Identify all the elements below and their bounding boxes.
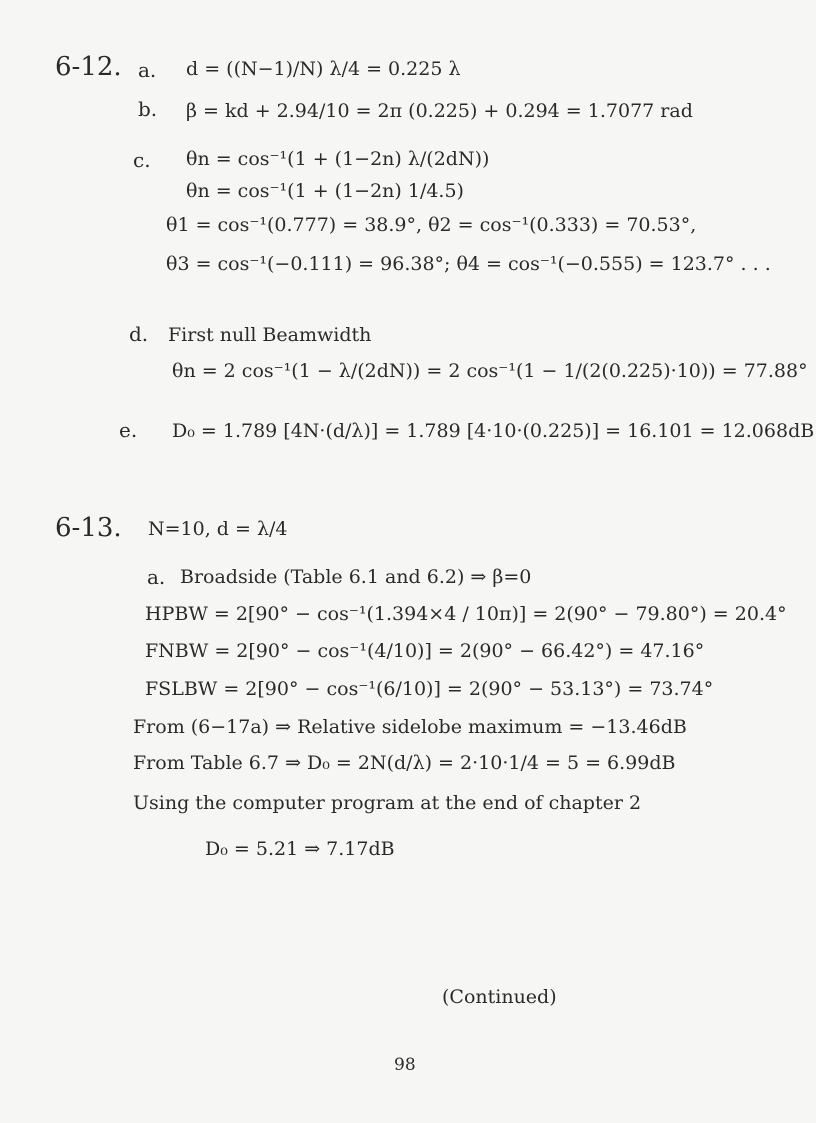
sidelobe-line: From (6−17a) ⇒ Relative sidelobe maximum = −13.46dB bbox=[133, 716, 687, 738]
part-b-equation: β = kd + 2.94/10 = 2π (0.225) + 0.294 = 1.7077 rad bbox=[186, 100, 693, 122]
part-d-equation: θn = 2 cos⁻¹(1 − λ/(2dN)) = 2 cos⁻¹(1 − 1/(2(0.225)·10)) = 77.88° bbox=[172, 360, 808, 382]
computer-program-line: Using the computer program at the end of chapter 2 bbox=[133, 792, 642, 814]
broadside-title: Broadside (Table 6.1 and 6.2) ⇒ β=0 bbox=[180, 566, 532, 588]
problem-number-6-12: 6-12. bbox=[55, 52, 122, 82]
part-label-a-6-13: a. bbox=[147, 565, 166, 589]
part-c-line-3: θ1 = cos⁻¹(0.777) = 38.9°, θ2 = cos⁻¹(0.333) = 70.53°, bbox=[166, 214, 697, 236]
part-d-title: First null Beamwidth bbox=[168, 324, 372, 346]
part-label-d: d. bbox=[129, 322, 149, 346]
part-c-line-1: θn = cos⁻¹(1 + (1−2n) λ/(2dN)) bbox=[186, 148, 490, 170]
directivity-line: From Table 6.7 ⇒ D₀ = 2N(d/λ) = 2·10·1/4 = 5 = 6.99dB bbox=[133, 752, 676, 774]
fnbw-equation: FNBW = 2[90° − cos⁻¹(4/10)] = 2(90° − 66.42°) = 47.16° bbox=[145, 640, 705, 662]
part-label-a: a. bbox=[138, 58, 157, 82]
part-label-e: e. bbox=[119, 418, 138, 442]
problem-number-6-13: 6-13. bbox=[55, 513, 122, 543]
hpbw-equation: HPBW = 2[90° − cos⁻¹(1.394×4 / 10π)] = 2(90° − 79.80°) = 20.4° bbox=[145, 603, 787, 625]
part-e-equation: D₀ = 1.789 [4N·(d/λ)] = 1.789 [4·10·(0.225)] = 16.101 = 12.068dB bbox=[172, 420, 815, 442]
part-c-line-4: θ3 = cos⁻¹(−0.111) = 96.38°; θ4 = cos⁻¹(−0.555) = 123.7° . . . bbox=[166, 253, 771, 275]
page-number: 98 bbox=[394, 1055, 416, 1075]
given-values: N=10, d = λ/4 bbox=[148, 518, 288, 540]
part-c-line-2: θn = cos⁻¹(1 + (1−2n) 1/4.5) bbox=[186, 180, 464, 202]
part-label-c: c. bbox=[133, 148, 151, 172]
part-label-b: b. bbox=[138, 97, 158, 121]
continued-note: (Continued) bbox=[442, 986, 557, 1008]
computed-directivity: D₀ = 5.21 ⇒ 7.17dB bbox=[205, 838, 395, 860]
fslbw-equation: FSLBW = 2[90° − cos⁻¹(6/10)] = 2(90° − 53.13°) = 73.74° bbox=[145, 678, 714, 700]
part-a-equation: d = ((N−1)/N) λ/4 = 0.225 λ bbox=[186, 58, 461, 80]
